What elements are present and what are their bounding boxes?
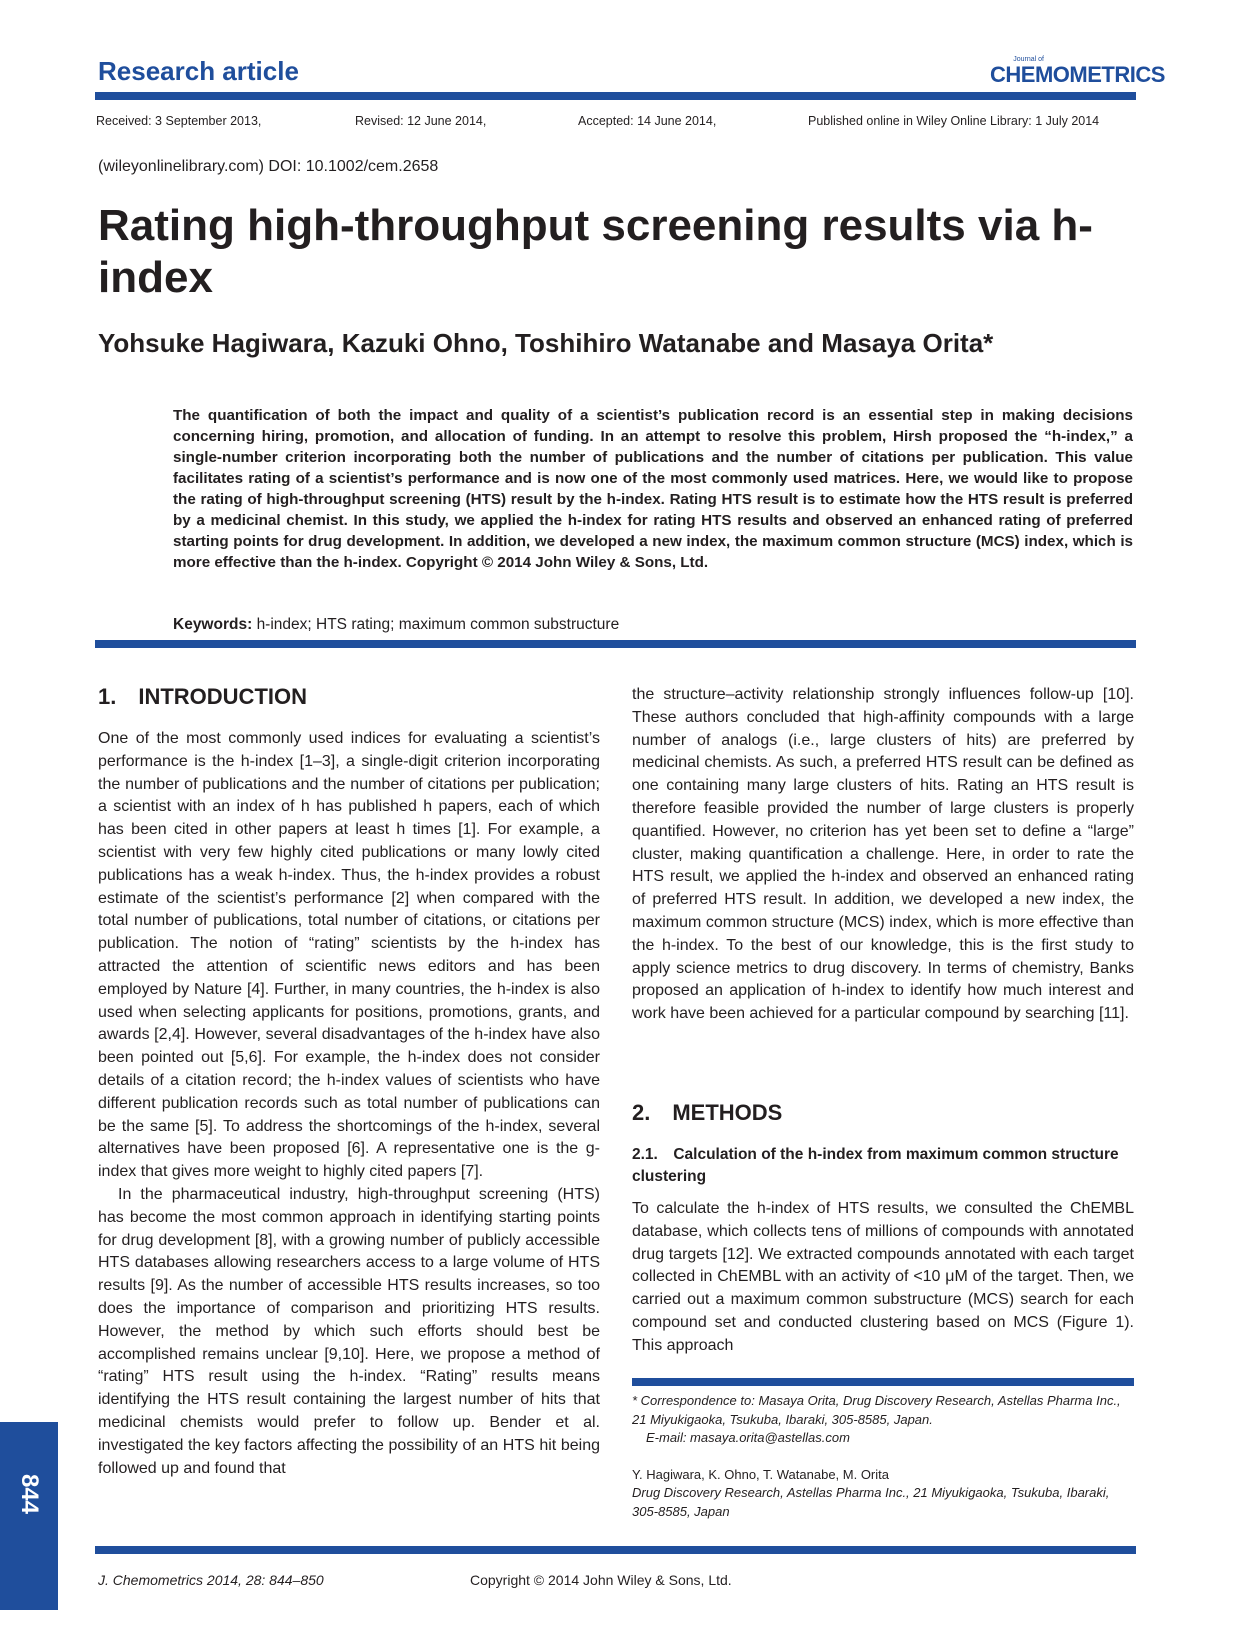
- keywords: [173, 616, 619, 634]
- footer-copyright: Copyright © 2014 John Wiley & Sons, Ltd.: [470, 1572, 732, 1588]
- intro-paragraph-2: In the pharmaceutical industry, high-throughput screening (HTS) has become the most common approach in identifying starting points for drug development [8], with a growing number of publicly accessible HTS databases allowing researchers access to a large volume of HTS results [9]. As the number of accessible HTS results increases, so too does the importance of comparison and prioritizing HTS results. However, the method by which such efforts should best be accomplished remains unclear [9,10]. Here, we propose a method of “rating” HTS result using the h-index. “Rating” results means identifying the HTS result containing the largest number of hits that medicinal chemists would prefer to follow up. Bender et al. investigated the key factors affecting the possibility of an HTS hit being followed up and found that: [98, 1185, 600, 1477]
- footnote-rule: [632, 1378, 1134, 1386]
- accepted-date: Accepted: 14 June 2014,: [578, 114, 717, 128]
- journal-logo: [990, 56, 1165, 87]
- correspondence-email: E-mail: masaya.orita@astellas.com: [646, 1430, 850, 1445]
- journal-logo-name: CHEMOMETRICS: [990, 62, 1165, 87]
- methods-heading: 2. METHODS: [632, 1100, 783, 1125]
- journal-logo-small: Journal of: [1013, 56, 1044, 63]
- published-date: Published online in Wiley Online Library: 1 July 2014: [808, 114, 1100, 128]
- right-column-methods: [632, 1198, 1134, 1358]
- footer-citation: J. Chemometrics 2014, 28: 844–850: [98, 1572, 324, 1588]
- keywords-text: h-index; HTS rating; maximum common substructure: [256, 616, 620, 633]
- intro-heading: 1. INTRODUCTION: [98, 684, 307, 709]
- author-affiliation: Drug Discovery Research, Astellas Pharma Inc., 21 Miyukigaoka, Tsukuba, Ibaraki, 305-8585, Japan: [632, 1485, 1110, 1519]
- revised-date: Revised: 12 June 2014,: [355, 114, 487, 128]
- page-number: 844: [16, 1473, 43, 1515]
- intro-paragraph-1: One of the most commonly used indices for evaluating a scientist’s performance is the h-index [1–3], a single-digit criterion incorporating the number of publications and the number of citations per publication; a scientist with an index of h has published h papers, each of which has been cited in other papers at least h times [1]. For example, a scientist with very few highly cited publications or many lowly cited publications has a weak h-index. Thus, the h-index provides a robust estimate of the scientist’s performance [2] when compared with the total number of publications, total number of citations, or citations per publication. The notion of “rating” scientists by the h-index has attracted the attention of scientific news editors and has been employed by Nature [4]. Further, in many countries, the h-index is also used when selecting applicants for positions, promotions, grants, and awards [2,4]. However, several disadvantages of the h-index have also been pointed out [5,6]. For example, the h-index does not consider details of a citation record; the h-index values of scientists who have different publication records such as total number of publications can be the same [5]. To address the shortcomings of the h-index, several alternatives have been proposed [6]. A representative one is the g-index that gives more weight to highly cited papers [7].: [98, 730, 600, 1181]
- received-date: Received: 3 September 2013,: [96, 114, 262, 128]
- footer-rule: [95, 1546, 1136, 1554]
- footnote: [632, 1392, 1134, 1521]
- author-list: Yohsuke Hagiwara, Kazuki Ohno, Toshihiro Watanabe and Masaya Orita*: [98, 328, 994, 358]
- page-number-tab: [0, 1422, 58, 1610]
- intro-paragraph-3: the structure–activity relationship strongly influences follow-up [10]. These authors concluded that high-affinity compounds with a large number of analogs (i.e., large clusters of hits) are preferred by medicinal chemists. As such, a preferred HTS result can be defined as one containing many large clusters of hits. Rating an HTS result is therefore feasible provided the number of large clusters is properly quantified. However, no criterion has yet been set to define a “large” cluster, making quantification a challenge. Here, in order to rate the HTS result, we applied the h-index and observed an enhanced rating of preferred HTS result. In addition, we developed a new index, the maximum common structure (MCS) index, which is more effective than the h-index. To the best of our knowledge, this is the first study to apply science metrics to drug discovery. In terms of chemistry, Banks proposed an application of h-index to identify how much interest and work have been achieved for a particular compound by searching [11].: [632, 686, 1134, 1023]
- article-type-label: Research article: [98, 56, 299, 86]
- abstract-rule: [95, 640, 1136, 648]
- header-rule: [95, 92, 1136, 100]
- doi: (wileyonlinelibrary.com) DOI: 10.1002/cem.2658: [98, 158, 439, 175]
- right-column-top: [632, 684, 1134, 1026]
- correspondence-note: * Correspondence to: Masaya Orita, Drug Discovery Research, Astellas Pharma Inc., 21 Miyukigaoka, Tsukuba, Ibaraki, 305-8585, Japan.: [632, 1393, 1121, 1427]
- article-title: Rating high-throughput screening results via h-index: [98, 201, 1093, 302]
- keywords-label: Keywords:: [173, 616, 253, 633]
- author-initials: Y. Hagiwara, K. Ohno, T. Watanabe, M. Orita: [632, 1466, 889, 1482]
- left-column: [98, 728, 600, 1480]
- methods-subheading: 2.1. Calculation of the h-index from maximum common structure clustering: [632, 1146, 1119, 1185]
- methods-paragraph-1: To calculate the h-index of HTS results, we consulted the ChEMBL database, which collects tens of millions of compounds with annotated drug targets [12]. We extracted compounds annotated with each target collected in ChEMBL with an activity of <10 μM of the target. Then, we carried out a maximum common substructure (MCS) search for each compound set and conducted clustering based on MCS (Figure 1). This approach: [632, 1200, 1134, 1354]
- abstract: The quantification of both the impact and quality of a scientist’s publication record is an essential step in making decisions concerning hiring, promotion, and allocation of funding. In an attempt to resolve this problem, Hirsh proposed the “h-index,” a single-number criterion incorporating both the number of publications and the number of citations per publication. This value facilitates rating of a scientist’s performance and is now one of the most commonly used matrices. Here, we would like to propose the rating of high-throughput screening (HTS) result by the h-index. Rating HTS result is to estimate how the HTS result is preferred by a medicinal chemist. In this study, we applied the h-index for rating HTS results and observed an enhanced rating of preferred starting points for drug development. In addition, we developed a new index, the maximum common structure (MCS) index, which is more effective than the h-index. Copyright © 2014 John Wiley & Sons, Ltd.: [173, 407, 1133, 571]
